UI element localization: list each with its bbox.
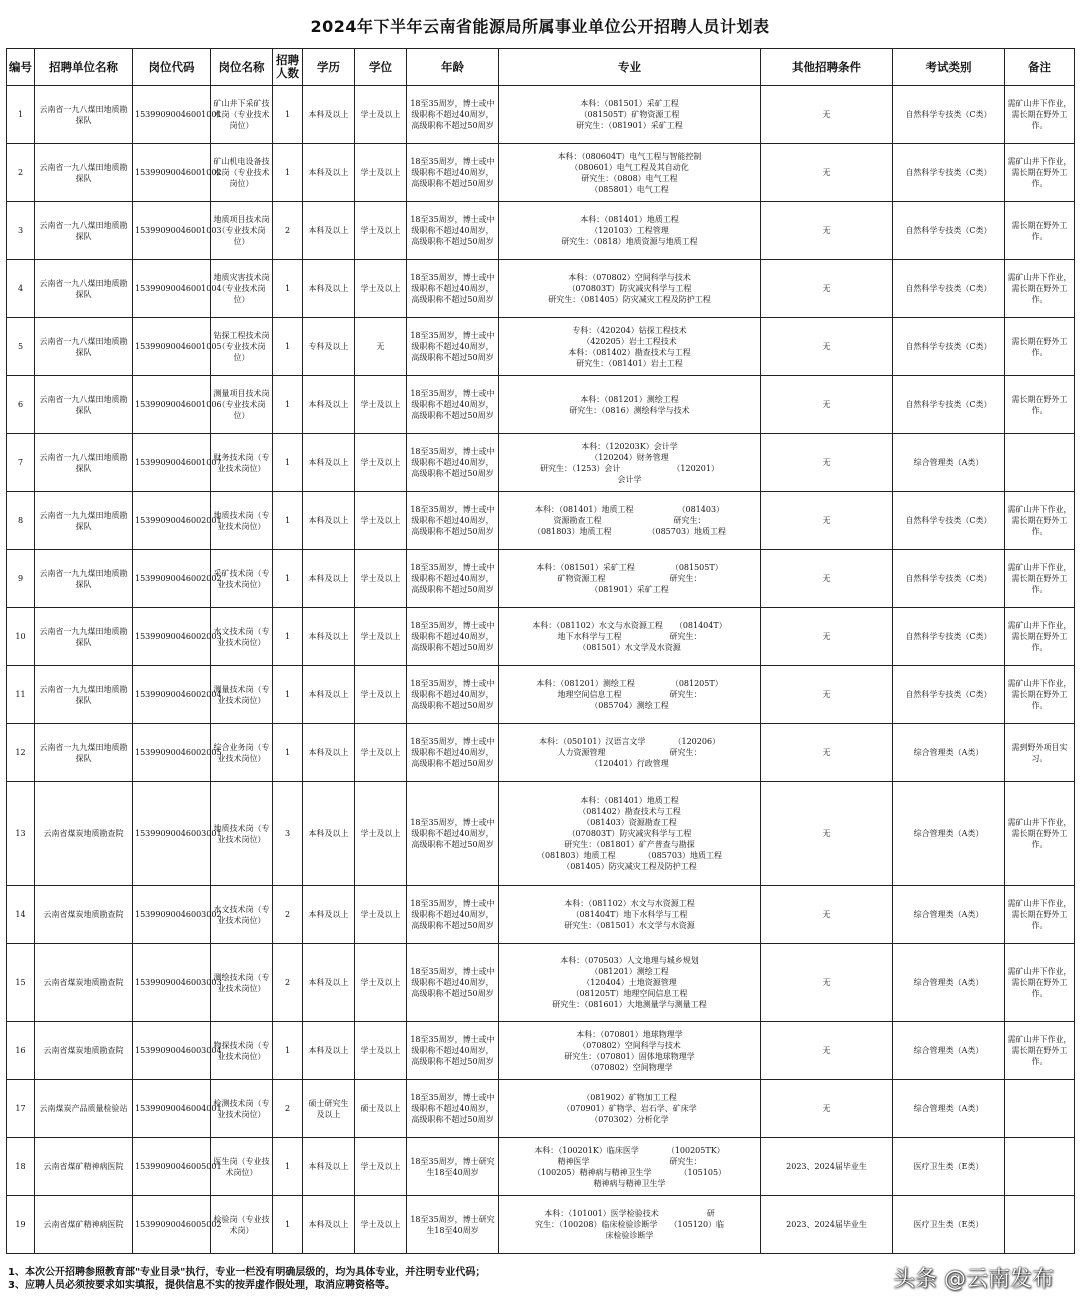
table-row bbox=[7, 376, 1075, 434]
cell-code: 15399090046002001 bbox=[133, 492, 211, 550]
cell-no: 4 bbox=[7, 260, 35, 318]
cell-unit: 云南省一九八煤田地质勘探队 bbox=[35, 318, 133, 376]
cell-education: 本科及以上 bbox=[303, 202, 355, 260]
cell-other: 无 bbox=[761, 376, 893, 434]
cell-other: 无 bbox=[761, 434, 893, 492]
cell-other: 无 bbox=[761, 260, 893, 318]
table-row bbox=[7, 144, 1075, 202]
cell-education: 专科及以上 bbox=[303, 318, 355, 376]
cell-age: 18至35周岁，博士或中级职称不超过40周岁，高级职称不超过50周岁 bbox=[407, 86, 499, 144]
cell-note: 需矿山井下作业，需长期在野外工作。 bbox=[1005, 1022, 1075, 1080]
cell-code: 15399090046003004 bbox=[133, 1022, 211, 1080]
cell-exam: 综合管理类（A类） bbox=[893, 782, 1005, 886]
cell-post: 矿山机电设备技术岗（专业技术岗位） bbox=[211, 144, 273, 202]
cell-unit: 云南省一九九煤田地质勘探队 bbox=[35, 550, 133, 608]
cell-major: 本科：（050101）汉语言文学 （120206） 人力资源管理 研究生： （120401）行政管理 bbox=[499, 724, 761, 782]
document-title: 2024年下半年云南省能源局所属事业单位公开招聘人员计划表 bbox=[310, 17, 770, 36]
cell-note: 需矿山井下作业，需长期在野外工作。 bbox=[1005, 86, 1075, 144]
cell-other: 无 bbox=[761, 144, 893, 202]
cell-note: 需矿山井下作业，需长期在野外工作。 bbox=[1005, 260, 1075, 318]
cell-count: 1 bbox=[273, 86, 303, 144]
cell-code: 15399090046002003 bbox=[133, 608, 211, 666]
cell-code: 15399090046001004 bbox=[133, 260, 211, 318]
cell-unit: 云南省煤炭地质勘查院 bbox=[35, 782, 133, 886]
cell-age: 18至35周岁，博士或中级职称不超过40周岁，高级职称不超过50周岁 bbox=[407, 550, 499, 608]
cell-post: 医生岗（专业技术岗位） bbox=[211, 1138, 273, 1196]
cell-age: 18至35周岁，博士或中级职称不超过40周岁，高级职称不超过50周岁 bbox=[407, 260, 499, 318]
header-no: 编号 bbox=[7, 49, 35, 86]
cell-other: 无 bbox=[761, 86, 893, 144]
cell-degree: 学士及以上 bbox=[355, 782, 407, 886]
cell-exam: 综合管理类（A类） bbox=[893, 724, 1005, 782]
cell-code: 15399090046003002 bbox=[133, 886, 211, 944]
table-row bbox=[7, 434, 1075, 492]
cell-degree: 学士及以上 bbox=[355, 376, 407, 434]
cell-major: 本科：（081401）地质工程 （081402）勘查技术与工程 （081403）资源勘查工程 （070803T）防灾减灾科学与工程 研究生：（081801）矿产普查与勘探 （081803）地质工程 （085703）地质工程 （081405）防灾减灾工程及防护工程 bbox=[499, 782, 761, 886]
cell-degree: 学士及以上 bbox=[355, 608, 407, 666]
cell-other: 无 bbox=[761, 202, 893, 260]
cell-no: 9 bbox=[7, 550, 35, 608]
cell-exam: 医疗卫生类（E类） bbox=[893, 1138, 1005, 1196]
table-row bbox=[7, 1138, 1075, 1196]
cell-major: （081902）矿物加工工程 （070901）矿物学、岩石学、矿床学 （070302）分析化学 bbox=[499, 1080, 761, 1138]
header-degree: 学位 bbox=[355, 49, 407, 86]
cell-other: 无 bbox=[761, 1022, 893, 1080]
cell-degree: 学士及以上 bbox=[355, 944, 407, 1022]
header-major: 专业 bbox=[499, 49, 761, 86]
cell-education: 本科及以上 bbox=[303, 144, 355, 202]
cell-code: 15399090046002005 bbox=[133, 724, 211, 782]
cell-exam: 自然科学专技类（C类） bbox=[893, 202, 1005, 260]
cell-major: 本科：（081102）水文与水资源工程 （081404T）地下水科学与工程 研究生：（081501）水文学与水资源 bbox=[499, 886, 761, 944]
cell-code: 15399090046005001 bbox=[133, 1138, 211, 1196]
cell-age: 18至35周岁，博士或中级职称不超过40周岁，高级职称不超过50周岁 bbox=[407, 1080, 499, 1138]
cell-count: 1 bbox=[273, 492, 303, 550]
cell-degree: 学士及以上 bbox=[355, 434, 407, 492]
cell-degree: 学士及以上 bbox=[355, 550, 407, 608]
cell-exam: 综合管理类（A类） bbox=[893, 1080, 1005, 1138]
cell-major: 本科：（101001）医学检验技术 研 究生：（100208）临床检验诊断学 （105120）临 床检验诊断学 bbox=[499, 1196, 761, 1254]
cell-education: 本科及以上 bbox=[303, 434, 355, 492]
cell-post: 地质项目技术岗（专业技术岗位） bbox=[211, 202, 273, 260]
cell-exam: 自然科学专技类（C类） bbox=[893, 550, 1005, 608]
cell-major: 本科：（070503）人文地理与城乡规划 （081201）测绘工程 （120404）土地资源管理 （081205T）地理空间信息工程 研究生：（081601）大地测量学与测量工程 bbox=[499, 944, 761, 1022]
table-row bbox=[7, 318, 1075, 376]
cell-major: 专科：（420204）钻探工程技术 （420205）岩土工程技术 本科：（081402）勘查技术与工程 研究生：（081401）岩土工程 bbox=[499, 318, 761, 376]
cell-age: 18至35周岁，博士或中级职称不超过40周岁，高级职称不超过50周岁 bbox=[407, 376, 499, 434]
cell-count: 1 bbox=[273, 434, 303, 492]
table-row bbox=[7, 492, 1075, 550]
cell-unit: 云南省煤炭地质勘查院 bbox=[35, 944, 133, 1022]
cell-unit: 云南省一九八煤田地质勘探队 bbox=[35, 86, 133, 144]
cell-code: 15399090046003003 bbox=[133, 944, 211, 1022]
cell-degree: 学士及以上 bbox=[355, 1138, 407, 1196]
cell-no: 17 bbox=[7, 1080, 35, 1138]
cell-unit: 云南煤炭产品质量检验站 bbox=[35, 1080, 133, 1138]
footer-note-3: 3、应聘人员必须按要求如实填报，提供信息不实的按弄虚作假处理，取消应聘资格等。 bbox=[8, 1280, 395, 1291]
cell-education: 本科及以上 bbox=[303, 550, 355, 608]
cell-major: 本科：（080604T）电气工程与智能控制 （080601）电气工程及其自动化 研究生：（0808）电气工程 （085801）电气工程 bbox=[499, 144, 761, 202]
cell-degree: 学士及以上 bbox=[355, 1196, 407, 1254]
cell-no: 6 bbox=[7, 376, 35, 434]
cell-no: 1 bbox=[7, 86, 35, 144]
header-exam: 考试类别 bbox=[893, 49, 1005, 86]
cell-other: 无 bbox=[761, 608, 893, 666]
cell-no: 13 bbox=[7, 782, 35, 886]
cell-post: 检测技术岗（专业技术岗位） bbox=[211, 1080, 273, 1138]
cell-other: 无 bbox=[761, 944, 893, 1022]
footer-note-1: 1、本次公开招聘参照教育部"专业目录"执行，专业一栏没有明确层级的，均为具体专业，并注明专业代码； bbox=[8, 1267, 486, 1278]
cell-age: 18至35周岁，博士或中级职称不超过40周岁，高级职称不超过50周岁 bbox=[407, 944, 499, 1022]
cell-count: 1 bbox=[273, 550, 303, 608]
table-row bbox=[7, 86, 1075, 144]
table-row bbox=[7, 1022, 1075, 1080]
cell-unit: 云南省一九九煤田地质勘探队 bbox=[35, 666, 133, 724]
cell-education: 本科及以上 bbox=[303, 376, 355, 434]
cell-post: 水文技术岗（专业技术岗位） bbox=[211, 608, 273, 666]
cell-other: 无 bbox=[761, 666, 893, 724]
table-row bbox=[7, 724, 1075, 782]
cell-code: 15399090046001002 bbox=[133, 144, 211, 202]
cell-note: 需矿山井下作业，需长期在野外工作。 bbox=[1005, 492, 1075, 550]
table-row bbox=[7, 550, 1075, 608]
cell-exam: 自然科学专技类（C类） bbox=[893, 260, 1005, 318]
cell-unit: 云南省一九八煤田地质勘探队 bbox=[35, 144, 133, 202]
cell-exam: 医疗卫生类（E类） bbox=[893, 1196, 1005, 1254]
cell-exam: 自然科学专技类（C类） bbox=[893, 492, 1005, 550]
cell-age: 18至35周岁，博士研究生18至40周岁 bbox=[407, 1138, 499, 1196]
cell-age: 18至35周岁，博士或中级职称不超过40周岁，高级职称不超过50周岁 bbox=[407, 202, 499, 260]
cell-age: 18至35周岁，博士或中级职称不超过40周岁，高级职称不超过50周岁 bbox=[407, 318, 499, 376]
header-age: 年龄 bbox=[407, 49, 499, 86]
cell-exam: 综合管理类（A类） bbox=[893, 944, 1005, 1022]
cell-count: 1 bbox=[273, 608, 303, 666]
cell-count: 1 bbox=[273, 144, 303, 202]
cell-degree: 学士及以上 bbox=[355, 1022, 407, 1080]
cell-post: 测量技术岗（专业技术岗位） bbox=[211, 666, 273, 724]
cell-unit: 云南省一九九煤田地质勘探队 bbox=[35, 492, 133, 550]
cell-exam: 综合管理类（A类） bbox=[893, 1022, 1005, 1080]
cell-exam: 自然科学专技类（C类） bbox=[893, 376, 1005, 434]
cell-major: 本科：（081201）测绘工程 研究生：（0816）测绘科学与技术 bbox=[499, 376, 761, 434]
cell-education: 本科及以上 bbox=[303, 666, 355, 724]
cell-education: 本科及以上 bbox=[303, 492, 355, 550]
source-watermark: 头条 @云南发布 bbox=[893, 1267, 1054, 1292]
cell-unit: 云南省煤炭地质勘查院 bbox=[35, 886, 133, 944]
cell-age: 18至35周岁，博士或中级职称不超过40周岁，高级职称不超过50周岁 bbox=[407, 666, 499, 724]
cell-count: 3 bbox=[273, 782, 303, 886]
header-code: 岗位代码 bbox=[133, 49, 211, 86]
cell-count: 1 bbox=[273, 724, 303, 782]
cell-note: 需矿山井下作业，需长期在野外工作。 bbox=[1005, 550, 1075, 608]
cell-count: 1 bbox=[273, 260, 303, 318]
cell-post: 地质技术岗（专业技术岗位） bbox=[211, 782, 273, 886]
cell-no: 14 bbox=[7, 886, 35, 944]
cell-post: 检验岗（专业技术岗） bbox=[211, 1196, 273, 1254]
cell-code: 15399090046004001 bbox=[133, 1080, 211, 1138]
cell-education: 本科及以上 bbox=[303, 608, 355, 666]
cell-other: 无 bbox=[761, 550, 893, 608]
cell-post: 地质灾害技术岗（专业技术岗位） bbox=[211, 260, 273, 318]
cell-count: 1 bbox=[273, 376, 303, 434]
cell-education: 本科及以上 bbox=[303, 260, 355, 318]
table-row bbox=[7, 666, 1075, 724]
header-count: 招聘人数 bbox=[273, 49, 303, 86]
cell-note: 需矿山井下作业，需长期在野外工作。 bbox=[1005, 886, 1075, 944]
cell-code: 15399090046002002 bbox=[133, 550, 211, 608]
cell-code: 15399090046002004 bbox=[133, 666, 211, 724]
cell-unit: 云南省一九九煤田地质勘探队 bbox=[35, 724, 133, 782]
cell-education: 本科及以上 bbox=[303, 724, 355, 782]
cell-major: 本科：（081501）采矿工程 （081505T） 矿物资源工程 研究生： （081901）采矿工程 bbox=[499, 550, 761, 608]
cell-post: 测量项目技术岗（专业技术岗位） bbox=[211, 376, 273, 434]
header-post: 岗位名称 bbox=[211, 49, 273, 86]
cell-no: 15 bbox=[7, 944, 35, 1022]
cell-count: 2 bbox=[273, 886, 303, 944]
cell-education: 本科及以上 bbox=[303, 886, 355, 944]
cell-education: 本科及以上 bbox=[303, 86, 355, 144]
table-row bbox=[7, 608, 1075, 666]
cell-no: 5 bbox=[7, 318, 35, 376]
cell-note bbox=[1005, 1080, 1075, 1138]
cell-unit: 云南省一九八煤田地质勘探队 bbox=[35, 434, 133, 492]
cell-degree: 无 bbox=[355, 318, 407, 376]
cell-education: 本科及以上 bbox=[303, 944, 355, 1022]
cell-other: 无 bbox=[761, 724, 893, 782]
cell-code: 15399090046003001 bbox=[133, 782, 211, 886]
recruitment-plan-table bbox=[6, 48, 1075, 1254]
cell-other: 无 bbox=[761, 782, 893, 886]
cell-unit: 云南省煤矿精神病医院 bbox=[35, 1138, 133, 1196]
cell-other: 无 bbox=[761, 492, 893, 550]
cell-unit: 云南省一九八煤田地质勘探队 bbox=[35, 376, 133, 434]
cell-post: 矿山井下采矿技术岗（专业技术岗位） bbox=[211, 86, 273, 144]
cell-unit: 云南省一九八煤田地质勘探队 bbox=[35, 202, 133, 260]
cell-unit: 云南省一九八煤田地质勘探队 bbox=[35, 260, 133, 318]
cell-note bbox=[1005, 434, 1075, 492]
cell-education: 本科及以上 bbox=[303, 1196, 355, 1254]
cell-degree: 学士及以上 bbox=[355, 202, 407, 260]
cell-count: 1 bbox=[273, 1138, 303, 1196]
cell-code: 15399090046005002 bbox=[133, 1196, 211, 1254]
cell-note: 需矿山井下作业，需长期在野外工作。 bbox=[1005, 944, 1075, 1022]
cell-degree: 学士及以上 bbox=[355, 666, 407, 724]
cell-post: 财务技术岗（专业技术岗位） bbox=[211, 434, 273, 492]
cell-no: 18 bbox=[7, 1138, 35, 1196]
header-education: 学历 bbox=[303, 49, 355, 86]
cell-major: 本科：（081102）水文与水资源工程 （081404T） 地下水科学与工程 研究生： （081501）水文学及水资源 bbox=[499, 608, 761, 666]
cell-education: 硕士研究生及以上 bbox=[303, 1080, 355, 1138]
table-header-row bbox=[7, 49, 1075, 86]
cell-exam: 自然科学专技类（C类） bbox=[893, 86, 1005, 144]
cell-no: 2 bbox=[7, 144, 35, 202]
cell-note: 需矿山井下作业，需长期在野外工作。 bbox=[1005, 144, 1075, 202]
table-row bbox=[7, 886, 1075, 944]
header-note: 备注 bbox=[1005, 49, 1075, 86]
footer-notes bbox=[8, 1266, 828, 1292]
cell-major: 本科：（120203K）会计学 （120204）财务管理 研究生：（1253）会计 （120201） 会计学 bbox=[499, 434, 761, 492]
cell-code: 15399090046001001 bbox=[133, 86, 211, 144]
cell-no: 8 bbox=[7, 492, 35, 550]
table-row bbox=[7, 1196, 1075, 1254]
cell-education: 本科及以上 bbox=[303, 782, 355, 886]
cell-major: 本科：（081501）采矿工程 （081505T）矿物资源工程 研究生：（081901）采矿工程 bbox=[499, 86, 761, 144]
cell-note: 需矿山井下作业，需长期在野外工作。 bbox=[1005, 782, 1075, 886]
cell-other: 无 bbox=[761, 318, 893, 376]
cell-note: 需长期在野外工作。 bbox=[1005, 376, 1075, 434]
cell-count: 1 bbox=[273, 666, 303, 724]
cell-degree: 学士及以上 bbox=[355, 144, 407, 202]
cell-degree: 学士及以上 bbox=[355, 724, 407, 782]
cell-other: 2023、2024届毕业生 bbox=[761, 1138, 893, 1196]
cell-post: 地质技术岗（专业技术岗位） bbox=[211, 492, 273, 550]
cell-post: 物探技术岗（专业技术岗位） bbox=[211, 1022, 273, 1080]
cell-no: 11 bbox=[7, 666, 35, 724]
cell-note: 需矿山井下作业，需长期在野外工作。 bbox=[1005, 666, 1075, 724]
cell-note: 需长期在野外工作。 bbox=[1005, 318, 1075, 376]
cell-age: 18至35周岁，博士或中级职称不超过40周岁，高级职称不超过50周岁 bbox=[407, 492, 499, 550]
cell-other: 无 bbox=[761, 886, 893, 944]
cell-count: 2 bbox=[273, 944, 303, 1022]
cell-unit: 云南省煤矿精神病医院 bbox=[35, 1196, 133, 1254]
cell-exam: 自然科学专技类（C类） bbox=[893, 318, 1005, 376]
cell-code: 15399090046001005 bbox=[133, 318, 211, 376]
cell-age: 18至35周岁，博士或中级职称不超过40周岁，高级职称不超过50周岁 bbox=[407, 724, 499, 782]
cell-age: 18至35周岁，博士或中级职称不超过40周岁，高级职称不超过50周岁 bbox=[407, 608, 499, 666]
cell-note bbox=[1005, 1138, 1075, 1196]
cell-exam: 综合管理类（A类） bbox=[893, 886, 1005, 944]
cell-age: 18至35周岁，博士研究生18至40周岁 bbox=[407, 1196, 499, 1254]
cell-code: 15399090046001007 bbox=[133, 434, 211, 492]
cell-note bbox=[1005, 1196, 1075, 1254]
cell-no: 16 bbox=[7, 1022, 35, 1080]
table-row bbox=[7, 1080, 1075, 1138]
cell-code: 15399090046001003 bbox=[133, 202, 211, 260]
cell-post: 综合业务岗（专业技术岗位） bbox=[211, 724, 273, 782]
cell-count: 2 bbox=[273, 1080, 303, 1138]
cell-degree: 学士及以上 bbox=[355, 886, 407, 944]
table-row bbox=[7, 944, 1075, 1022]
cell-count: 1 bbox=[273, 1022, 303, 1080]
cell-age: 18至35周岁，博士或中级职称不超过40周岁，高级职称不超过50周岁 bbox=[407, 144, 499, 202]
cell-no: 10 bbox=[7, 608, 35, 666]
cell-age: 18至35周岁，博士或中级职称不超过40周岁，高级职称不超过50周岁 bbox=[407, 434, 499, 492]
cell-post: 采矿技术岗（专业技术岗位） bbox=[211, 550, 273, 608]
cell-exam: 综合管理类（A类） bbox=[893, 434, 1005, 492]
cell-count: 2 bbox=[273, 202, 303, 260]
cell-major: 本科：（081401）地质工程 （120103）工程管理 研究生：（0818）地质资源与地质工程 bbox=[499, 202, 761, 260]
cell-major: 本科：（070802）空间科学与技术 （070803T）防灾减灾科学与工程 研究生：（081405）防灾减灾工程及防护工程 bbox=[499, 260, 761, 318]
cell-age: 18至35周岁，博士或中级职称不超过40周岁，高级职称不超过50周岁 bbox=[407, 886, 499, 944]
cell-degree: 学士及以上 bbox=[355, 260, 407, 318]
cell-unit: 云南省煤炭地质勘查院 bbox=[35, 1022, 133, 1080]
cell-exam: 自然科学专技类（C类） bbox=[893, 144, 1005, 202]
cell-major: 本科：（070801）地球物理学 （070802）空间科学与技术 研究生：（070801）固体地球物理学 （070802）空间物理学 bbox=[499, 1022, 761, 1080]
cell-note: 需长期在野外工作。 bbox=[1005, 202, 1075, 260]
cell-post: 水文技术岗（专业技术岗位） bbox=[211, 886, 273, 944]
cell-age: 18至35周岁，博士或中级职称不超过40周岁，高级职称不超过50周岁 bbox=[407, 1022, 499, 1080]
header-other: 其他招聘条件 bbox=[761, 49, 893, 86]
table-row bbox=[7, 202, 1075, 260]
table-row bbox=[7, 260, 1075, 318]
cell-count: 1 bbox=[273, 318, 303, 376]
cell-other: 无 bbox=[761, 1080, 893, 1138]
cell-no: 19 bbox=[7, 1196, 35, 1254]
header-unit: 招聘单位名称 bbox=[35, 49, 133, 86]
cell-code: 15399090046001006 bbox=[133, 376, 211, 434]
cell-degree: 学士及以上 bbox=[355, 492, 407, 550]
cell-other: 2023、2024届毕业生 bbox=[761, 1196, 893, 1254]
cell-post: 钻探工程技术岗（专业技术岗位） bbox=[211, 318, 273, 376]
cell-count: 1 bbox=[273, 1196, 303, 1254]
cell-post: 测绘技术岗（专业技术岗位） bbox=[211, 944, 273, 1022]
cell-no: 12 bbox=[7, 724, 35, 782]
cell-note: 需矿山井下作业，需长期在野外工作。 bbox=[1005, 608, 1075, 666]
cell-major: 本科：（081201）测绘工程 （081205T） 地理空间信息工程 研究生： （085704）测绘工程 bbox=[499, 666, 761, 724]
table-row bbox=[7, 782, 1075, 886]
cell-no: 7 bbox=[7, 434, 35, 492]
cell-no: 3 bbox=[7, 202, 35, 260]
cell-education: 本科及以上 bbox=[303, 1138, 355, 1196]
cell-major: 本科：（100201K）临床医学 （100205TK） 精神医学 研究生： （100205）精神病与精神卫生学 （105105） 精神病与精神卫生学 bbox=[499, 1138, 761, 1196]
cell-note: 需到野外项目实习。 bbox=[1005, 724, 1075, 782]
cell-unit: 云南省一九九煤田地质勘探队 bbox=[35, 608, 133, 666]
cell-degree: 学士及以上 bbox=[355, 86, 407, 144]
cell-education: 本科及以上 bbox=[303, 1022, 355, 1080]
cell-age: 18至35周岁，博士或中级职称不超过40周岁，高级职称不超过50周岁 bbox=[407, 782, 499, 886]
cell-exam: 自然科学专技类（C类） bbox=[893, 608, 1005, 666]
cell-degree: 硕士及以上 bbox=[355, 1080, 407, 1138]
cell-major: 本科：（081401）地质工程 （081403） 资源勘查工程 研究生： （081803）地质工程 （085703）地质工程 bbox=[499, 492, 761, 550]
cell-exam: 自然科学专技类（C类） bbox=[893, 666, 1005, 724]
